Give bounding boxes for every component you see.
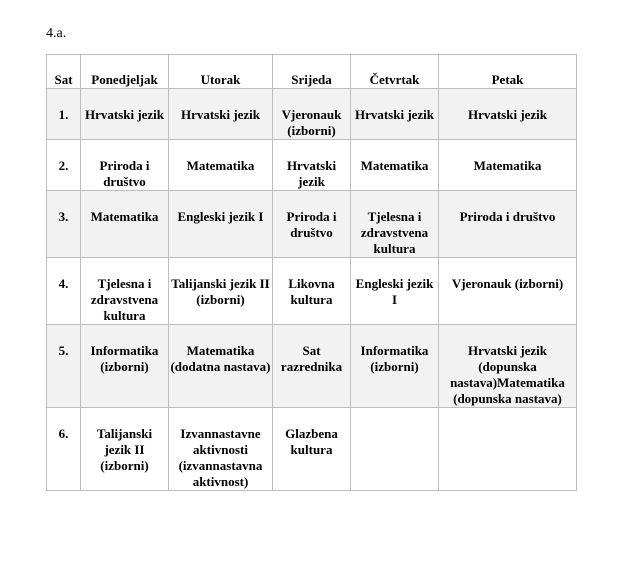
- table-cell: Matematika: [439, 140, 577, 191]
- header-srijeda: Srijeda: [273, 55, 351, 89]
- table-cell: Vjeronauk (izborni): [439, 258, 577, 325]
- page-title: 4.a.: [46, 26, 67, 41]
- table-row: [47, 258, 577, 325]
- table-cell: Informatika (izborni): [81, 325, 169, 408]
- table-cell: Priroda i društvo: [273, 191, 351, 258]
- table-cell: Hrvatski jezik: [439, 89, 577, 140]
- table-cell: Izvannastavne aktivnosti (izvannastavna aktivnost): [169, 408, 273, 491]
- table-cell: Matematika: [169, 140, 273, 191]
- header-utorak: Utorak: [169, 55, 273, 89]
- table-cell: Vjeronauk (izborni): [273, 89, 351, 140]
- table-cell: Talijanski jezik II (izborni): [81, 408, 169, 491]
- table-row: [47, 140, 577, 191]
- period-number: 2.: [47, 140, 81, 191]
- table-cell: Likovna kultura: [273, 258, 351, 325]
- table-cell: Hrvatski jezik: [273, 140, 351, 191]
- table-cell: Engleski jezik I: [351, 258, 439, 325]
- table-cell: Hrvatski jezik: [81, 89, 169, 140]
- table-cell: [351, 408, 439, 491]
- period-number: 4.: [47, 258, 81, 325]
- table-cell: [439, 408, 577, 491]
- table-cell: Hrvatski jezik: [169, 89, 273, 140]
- table-row: [47, 408, 577, 491]
- table-row: [47, 325, 577, 408]
- table-cell: Hrvatski jezik: [351, 89, 439, 140]
- period-number: 5.: [47, 325, 81, 408]
- period-number: 3.: [47, 191, 81, 258]
- table-cell: Matematika: [351, 140, 439, 191]
- table-row: [47, 89, 577, 140]
- table-cell: Engleski jezik I: [169, 191, 273, 258]
- timetable: [46, 54, 577, 491]
- table-cell: Matematika: [81, 191, 169, 258]
- table-cell: Tjelesna i zdravstvena kultura: [351, 191, 439, 258]
- header-cetvrtak: Četvrtak: [351, 55, 439, 89]
- period-number: 6.: [47, 408, 81, 491]
- table-cell: Informatika (izborni): [351, 325, 439, 408]
- table-cell: Priroda i društvo: [439, 191, 577, 258]
- table-cell: Matematika (dodatna nastava): [169, 325, 273, 408]
- header-petak: Petak: [439, 55, 577, 89]
- table-cell: Sat razrednika: [273, 325, 351, 408]
- table-row: [47, 191, 577, 258]
- table-cell: Priroda i društvo: [81, 140, 169, 191]
- table-cell: Talijanski jezik II (izborni): [169, 258, 273, 325]
- header-ponedjeljak: Ponedjeljak: [81, 55, 169, 89]
- period-number: 1.: [47, 89, 81, 140]
- table-cell: Hrvatski jezik (dopunska nastava)Matematika (dopunska nastava): [439, 325, 577, 408]
- table-cell: Glazbena kultura: [273, 408, 351, 491]
- header-sat: Sat: [47, 55, 81, 89]
- table-cell: Tjelesna i zdravstvena kultura: [81, 258, 169, 325]
- header-row: [47, 55, 577, 89]
